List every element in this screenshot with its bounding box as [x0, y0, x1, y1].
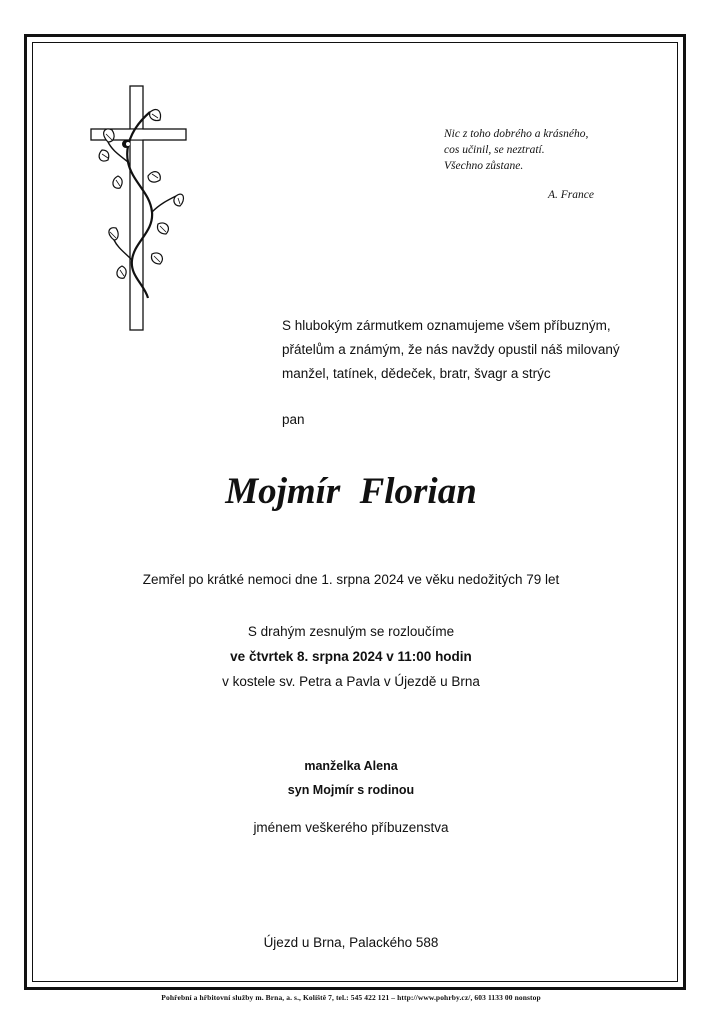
- salutation: pan: [282, 412, 305, 427]
- mourners-behalf: jménem veškerého příbuzenstva: [253, 820, 449, 835]
- quote-line: Nic z toho dobrého a krásného,: [444, 128, 589, 140]
- quote-line: cos učinil, se neztratí.: [444, 144, 545, 156]
- mourner-name: syn Mojmír s rodinou: [287, 783, 415, 797]
- announcement-line: přátelům a známým, že nás navždy opustil náš milovaný: [282, 342, 620, 357]
- announcement-line: manžel, tatínek, dědeček, bratr, švagr a strýc: [282, 366, 551, 381]
- farewell-intro: S drahým zesnulým se rozloučíme: [247, 624, 455, 639]
- footer-text: Pohřební a hřbitovní služby m. Brna, a. s., Kolíště 7, tel.: 545 422 121 – http://www.pohrby.cz/, 603 1133 00 nonstop: [161, 993, 541, 1002]
- address: Újezd u Brna, Palackého 588: [263, 935, 439, 950]
- announcement-line: S hlubokým zármutkem oznamujeme všem příbuzným,: [282, 318, 611, 333]
- announcement-text: [282, 314, 662, 386]
- quote-author: A. France: [548, 189, 594, 201]
- quote-text: [444, 126, 654, 174]
- cross-with-vine-icon: [88, 84, 188, 332]
- death-info: Zemřel po krátké nemoci dne 1. srpna 2024 ve věku nedožitých 79 let: [142, 572, 560, 587]
- quote-line: Všechno zůstane.: [444, 160, 524, 172]
- farewell-datetime: ve čtvrtek 8. srpna 2024 v 11:00 hodin: [230, 649, 472, 664]
- farewell-place: v kostele sv. Petra a Pavla v Újezdě u Brna: [222, 674, 480, 689]
- mourner-name: manželka Alena: [304, 759, 398, 773]
- deceased-name: Mojmír Florian: [225, 471, 477, 512]
